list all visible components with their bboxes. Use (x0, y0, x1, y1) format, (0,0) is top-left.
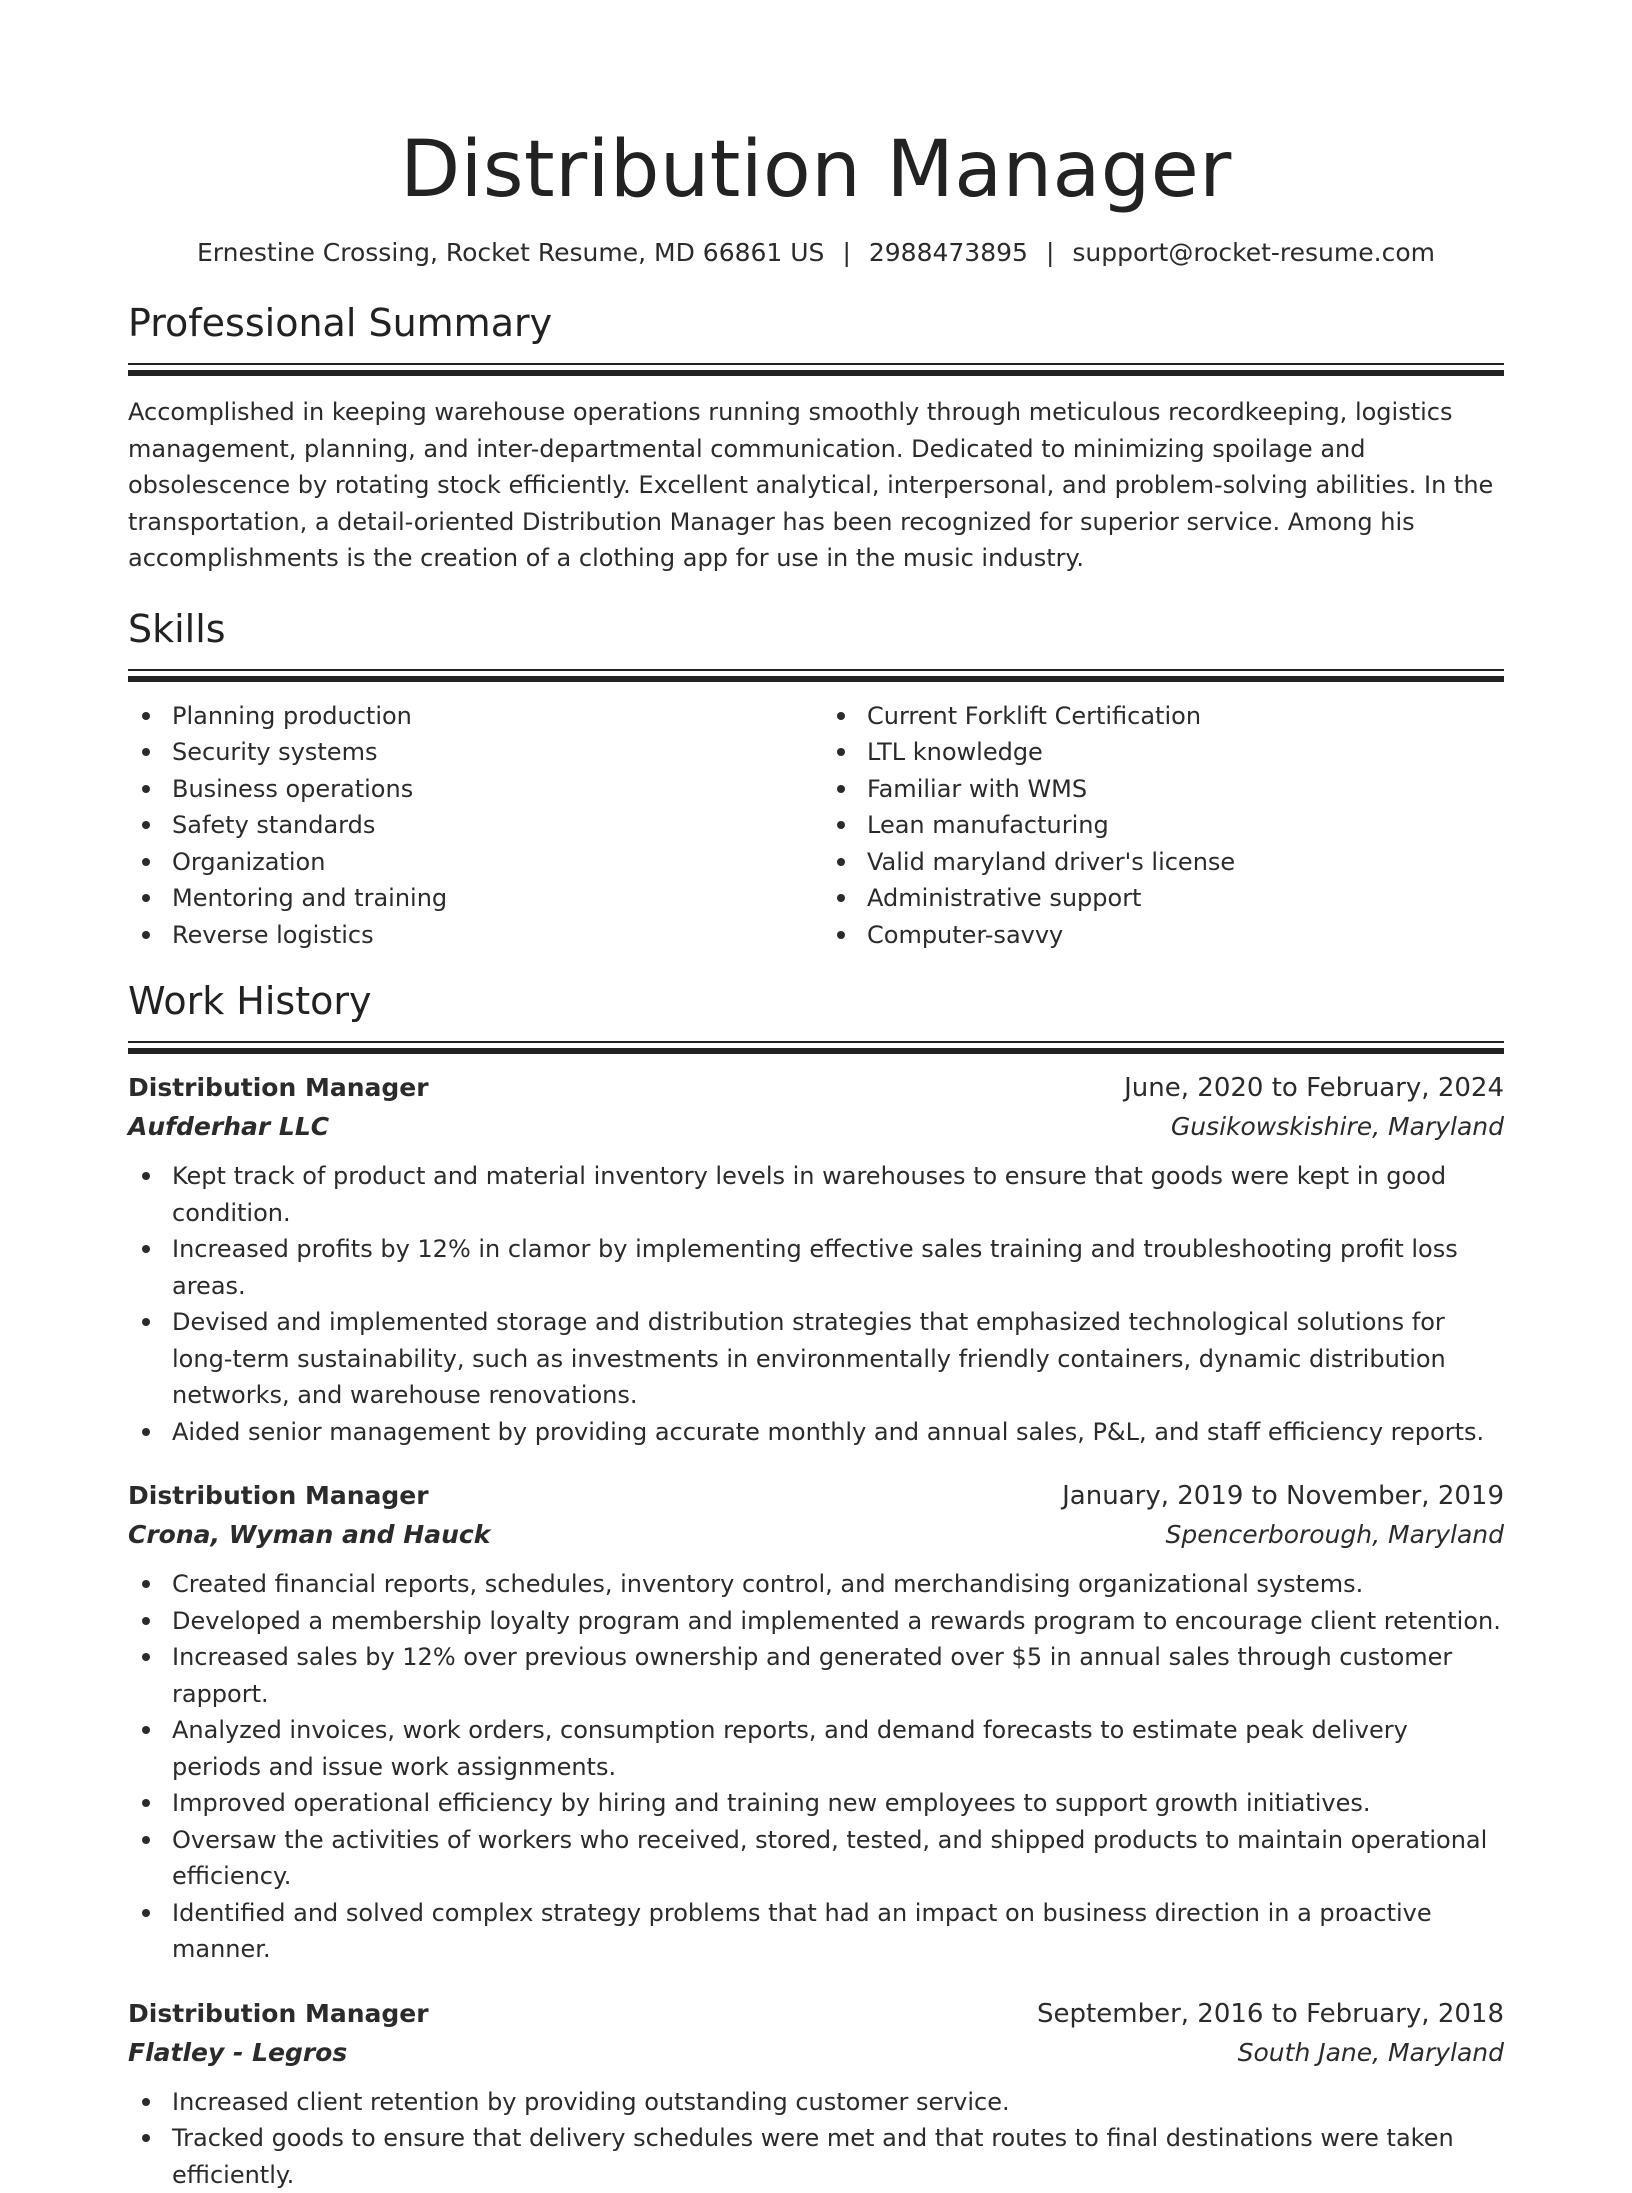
job-bullet-text: Devised and implemented storage and distribution strategies that emphasized technological solutions for long-term sustainability, such as investments in environmentally friendly containers, dynamic distribution networks, and warehouse renovations. (172, 1308, 1446, 1409)
skills-section (128, 605, 1504, 954)
contact-phone: 2988473895 (869, 238, 1028, 267)
skill-item (128, 771, 809, 808)
job-dates: June, 2020 to February, 2024 (1124, 1068, 1504, 1108)
job-bullet-text: Developed a membership loyalty program and implemented a rewards program to encourage client retention. (172, 1607, 1501, 1635)
skill-item-text: Administrative support (867, 884, 1141, 912)
bullet-dot-icon (142, 858, 150, 866)
job-bullet (128, 1822, 1504, 1895)
skill-item-text: Reverse logistics (172, 921, 374, 949)
contact-address: Ernestine Crossing, Rocket Resume, MD 66861 US (197, 238, 824, 267)
job-bullet (128, 1895, 1504, 1968)
resume-title: Distribution Manager (128, 0, 1504, 217)
skill-item (823, 880, 1504, 917)
job-company: Aufderhar LLC (128, 1108, 329, 1146)
work-section (128, 977, 1504, 2193)
skill-item (823, 771, 1504, 808)
job-bullet-text: Identified and solved complex strategy problems that had an impact on business direction in a proactive manner. (172, 1899, 1432, 1964)
job-bullet-text: Increased client retention by providing outstanding customer service. (172, 2088, 1010, 2116)
job-header-row (128, 1994, 1504, 2034)
job-bullet-text: Increased profits by 12% in clamor by implementing effective sales training and troubleshooting profit loss areas. (172, 1235, 1458, 1300)
bullet-dot-icon (837, 931, 845, 939)
skill-item (823, 807, 1504, 844)
bullet-dot-icon (142, 1428, 150, 1436)
job-title: Distribution Manager (128, 1068, 429, 1108)
section-divider-thick (128, 370, 1504, 376)
job-bullets (128, 1158, 1504, 1450)
job-company: Crona, Wyman and Hauck (128, 1516, 490, 1554)
job-bullet-text: Oversaw the activities of workers who received, stored, tested, and shipped products to maintain operational efficiency. (172, 1826, 1487, 1891)
skill-item-text: Valid maryland driver's license (867, 848, 1235, 876)
job-header-row (128, 1476, 1504, 1516)
job-entry (128, 1476, 1504, 1968)
job-company-row (128, 1108, 1504, 1146)
job-bullet (128, 1566, 1504, 1603)
job-header-row (128, 1068, 1504, 1108)
section-divider (128, 1041, 1504, 1043)
job-company: Flatley - Legros (128, 2034, 347, 2072)
job-bullet (128, 1639, 1504, 1712)
bullet-dot-icon (837, 785, 845, 793)
skill-item (823, 917, 1504, 954)
bullet-dot-icon (837, 858, 845, 866)
skill-item-text: Organization (172, 848, 325, 876)
skills-columns (128, 698, 1504, 954)
bullet-dot-icon (142, 785, 150, 793)
job-dates: January, 2019 to November, 2019 (1062, 1476, 1504, 1516)
bullet-dot-icon (142, 2098, 150, 2106)
bullet-dot-icon (142, 1318, 150, 1326)
skill-item-text: Lean manufacturing (867, 811, 1109, 839)
skill-item (823, 698, 1504, 735)
bullet-dot-icon (142, 712, 150, 720)
bullet-dot-icon (837, 748, 845, 756)
skill-item (128, 807, 809, 844)
skill-item-text: LTL knowledge (867, 738, 1043, 766)
skill-item-text: Planning production (172, 702, 412, 730)
job-title: Distribution Manager (128, 1476, 429, 1516)
job-bullet-text: Kept track of product and material inventory levels in warehouses to ensure that goods were kept in good condition. (172, 1162, 1446, 1227)
skill-item-text: Current Forklift Certification (867, 702, 1201, 730)
bullet-dot-icon (142, 2134, 150, 2142)
contact-separator: | (842, 237, 850, 269)
skill-item-text: Familiar with WMS (867, 775, 1087, 803)
work-heading: Work History (128, 977, 1504, 1025)
job-bullet-text: Created financial reports, schedules, inventory control, and merchandising organizational systems. (172, 1570, 1363, 1598)
job-location: South Jane, Maryland (1238, 2034, 1504, 2072)
skill-item (823, 734, 1504, 771)
section-divider (128, 669, 1504, 671)
contact-separator: | (1046, 237, 1054, 269)
bullet-dot-icon (837, 712, 845, 720)
bullet-dot-icon (142, 1909, 150, 1917)
bullet-dot-icon (142, 1617, 150, 1625)
job-bullet-text: Analyzed invoices, work orders, consumption reports, and demand forecasts to estimate peak delivery periods and issue work assignments. (172, 1716, 1408, 1781)
contact-line (128, 237, 1504, 269)
skill-item-text: Mentoring and training (172, 884, 447, 912)
skill-item (128, 844, 809, 881)
contact-email: support@rocket-resume.com (1072, 238, 1435, 267)
bullet-dot-icon (142, 894, 150, 902)
bullet-dot-icon (142, 1653, 150, 1661)
job-entry (128, 1994, 1504, 2193)
job-title: Distribution Manager (128, 1994, 429, 2034)
job-bullet-text: Increased sales by 12% over previous ownership and generated over $5 in annual sales through customer rapport. (172, 1643, 1452, 1708)
bullet-dot-icon (142, 1799, 150, 1807)
job-company-row (128, 2034, 1504, 2072)
job-bullet (128, 1304, 1504, 1414)
bullet-dot-icon (142, 1726, 150, 1734)
job-location: Spencerborough, Maryland (1165, 1516, 1504, 1554)
job-bullet (128, 2084, 1504, 2121)
skill-item (128, 917, 809, 954)
summary-heading: Professional Summary (128, 299, 1504, 347)
job-bullet-text: Improved operational efficiency by hiring and training new employees to support growth initiatives. (172, 1789, 1371, 1817)
job-dates: September, 2016 to February, 2018 (1037, 1994, 1504, 2034)
bullet-dot-icon (142, 1836, 150, 1844)
skill-item-text: Security systems (172, 738, 377, 766)
section-divider (128, 363, 1504, 365)
job-bullet (128, 1158, 1504, 1231)
job-bullet (128, 2120, 1504, 2193)
skill-item-text: Computer-savvy (867, 921, 1063, 949)
job-bullet (128, 1231, 1504, 1304)
job-company-row (128, 1516, 1504, 1554)
job-bullet (128, 1712, 1504, 1785)
job-bullet (128, 1785, 1504, 1822)
job-bullet-text: Tracked goods to ensure that delivery schedules were met and that routes to final destinations were taken efficiently. (172, 2124, 1454, 2189)
section-divider-thick (128, 676, 1504, 682)
section-divider-thick (128, 1048, 1504, 1054)
bullet-dot-icon (142, 1580, 150, 1588)
summary-section (128, 299, 1504, 577)
job-bullet (128, 1603, 1504, 1640)
job-entry (128, 1068, 1504, 1450)
job-bullets (128, 1566, 1504, 1968)
summary-text: Accomplished in keeping warehouse operations running smoothly through meticulous recordkeeping, logistics management, planning, and inter-departmental communication. Dedicated to minimizing spoilage and obsolescence by rotating stock efficiently. Excellent analytical, interpersonal, and problem-solving abilities. In the transportation, a detail-oriented Distribution Manager has been recognized for superior service. Among his accomplishments is the creation of a clothing app for use in the music industry. (128, 394, 1504, 577)
bullet-dot-icon (142, 748, 150, 756)
skill-item (823, 844, 1504, 881)
jobs-list (128, 1068, 1504, 2193)
skills-heading: Skills (128, 605, 1504, 653)
bullet-dot-icon (142, 1172, 150, 1180)
skill-item (128, 698, 809, 735)
skill-item-text: Safety standards (172, 811, 375, 839)
bullet-dot-icon (142, 821, 150, 829)
bullet-dot-icon (142, 931, 150, 939)
bullet-dot-icon (837, 821, 845, 829)
bullet-dot-icon (837, 894, 845, 902)
skill-item (128, 734, 809, 771)
bullet-dot-icon (142, 1245, 150, 1253)
job-location: Gusikowskishire, Maryland (1171, 1108, 1504, 1146)
skill-item-text: Business operations (172, 775, 413, 803)
job-bullet-text: Aided senior management by providing accurate monthly and annual sales, P&L, and staff efficiency reports. (172, 1418, 1484, 1446)
job-bullet (128, 1414, 1504, 1451)
skills-list-right (809, 698, 1504, 954)
skill-item (128, 880, 809, 917)
skills-list-left (128, 698, 809, 954)
job-bullets (128, 2084, 1504, 2193)
